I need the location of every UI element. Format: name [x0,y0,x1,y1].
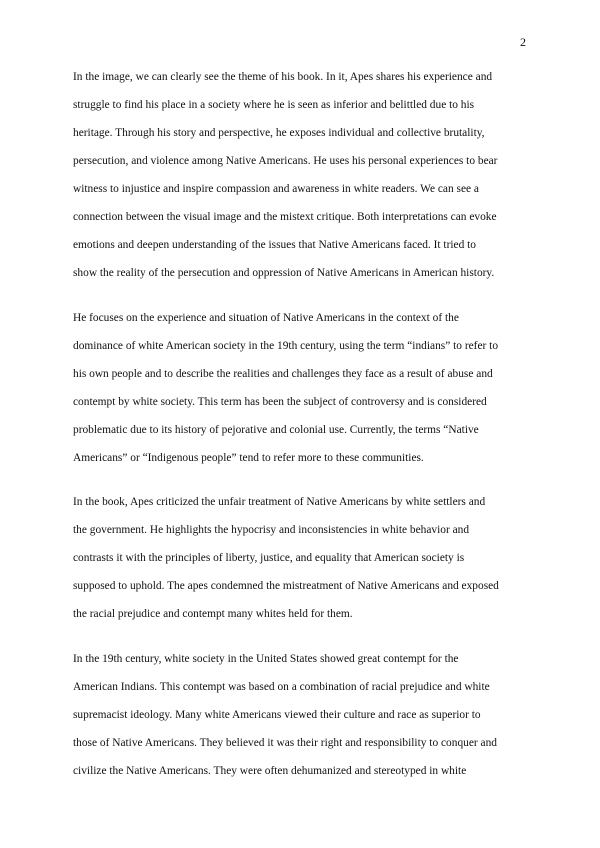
paragraph-3 [73,488,533,628]
paragraph-line: witness to injustice and inspire compassion and awareness in white readers. We can see a [73,183,479,195]
paragraph-line: American Indians. This contempt was based on a combination of racial prejudice and white [73,680,490,693]
paragraph-line: Americans” or “Indigenous people” tend to refer more to these communities. [73,451,424,464]
paragraph-line: persecution, and violence among Native Americans. He uses his personal experiences to bear [73,155,498,167]
paragraph-line: connection between the visual image and the mistext critique. Both interpretations can evoke [73,211,497,223]
paragraph-4 [73,645,533,785]
paragraph-line: those of Native Americans. They believed it was their right and responsibility to conquer and [73,736,497,749]
paragraph-line: dominance of white American society in the 19th century, using the term “indians” to refer to [73,339,499,352]
paragraph-1 [73,63,533,287]
paragraph-2 [73,304,533,472]
paragraph-line: civilize the Native Americans. They were often dehumanized and stereotyped in white [73,764,467,777]
paragraph-line: In the book, Apes criticized the unfair treatment of Native Americans by white settlers and [73,496,486,508]
paragraph-line: contrasts it with the principles of liberty, justice, and equality that American society is [73,552,465,564]
paragraph-line: contempt by white society. This term has been the subject of controversy and is considered [73,395,487,408]
paragraph-line: the racial prejudice and contempt many whites held for them. [73,608,353,620]
document-body [73,63,533,801]
paragraph-line: supposed to uphold. The apes condemned the mistreatment of Native Americans and exposed [73,580,499,592]
paragraph-line: heritage. Through his story and perspective, he exposes individual and collective brutality, [73,127,485,139]
paragraph-line: emotions and deepen understanding of the issues that Native Americans faced. It tried to [73,239,476,251]
paragraph-line: problematic due to its history of pejorative and colonial use. Currently, the terms “Native [73,423,479,436]
paragraph-line: supremacist ideology. Many white Americans viewed their culture and race as superior to [73,708,481,721]
paragraph-line: his own people and to describe the realities and challenges they face as a result of abuse and [73,367,493,380]
paragraph-line: In the image, we can clearly see the theme of his book. In it, Apes shares his experience and [73,71,493,83]
paragraph-line: show the reality of the persecution and oppression of Native Americans in American history. [73,267,495,279]
paragraph-line: the government. He highlights the hypocrisy and inconsistencies in white behavior and [73,524,470,536]
paragraph-line: He focuses on the experience and situation of Native Americans in the context of the [73,311,459,324]
page-number: 2 [520,35,526,49]
paragraph-line: struggle to find his place in a society where he is seen as inferior and belittled due to his [73,99,475,111]
paragraph-line: In the 19th century, white society in the United States showed great contempt for the [73,652,459,665]
